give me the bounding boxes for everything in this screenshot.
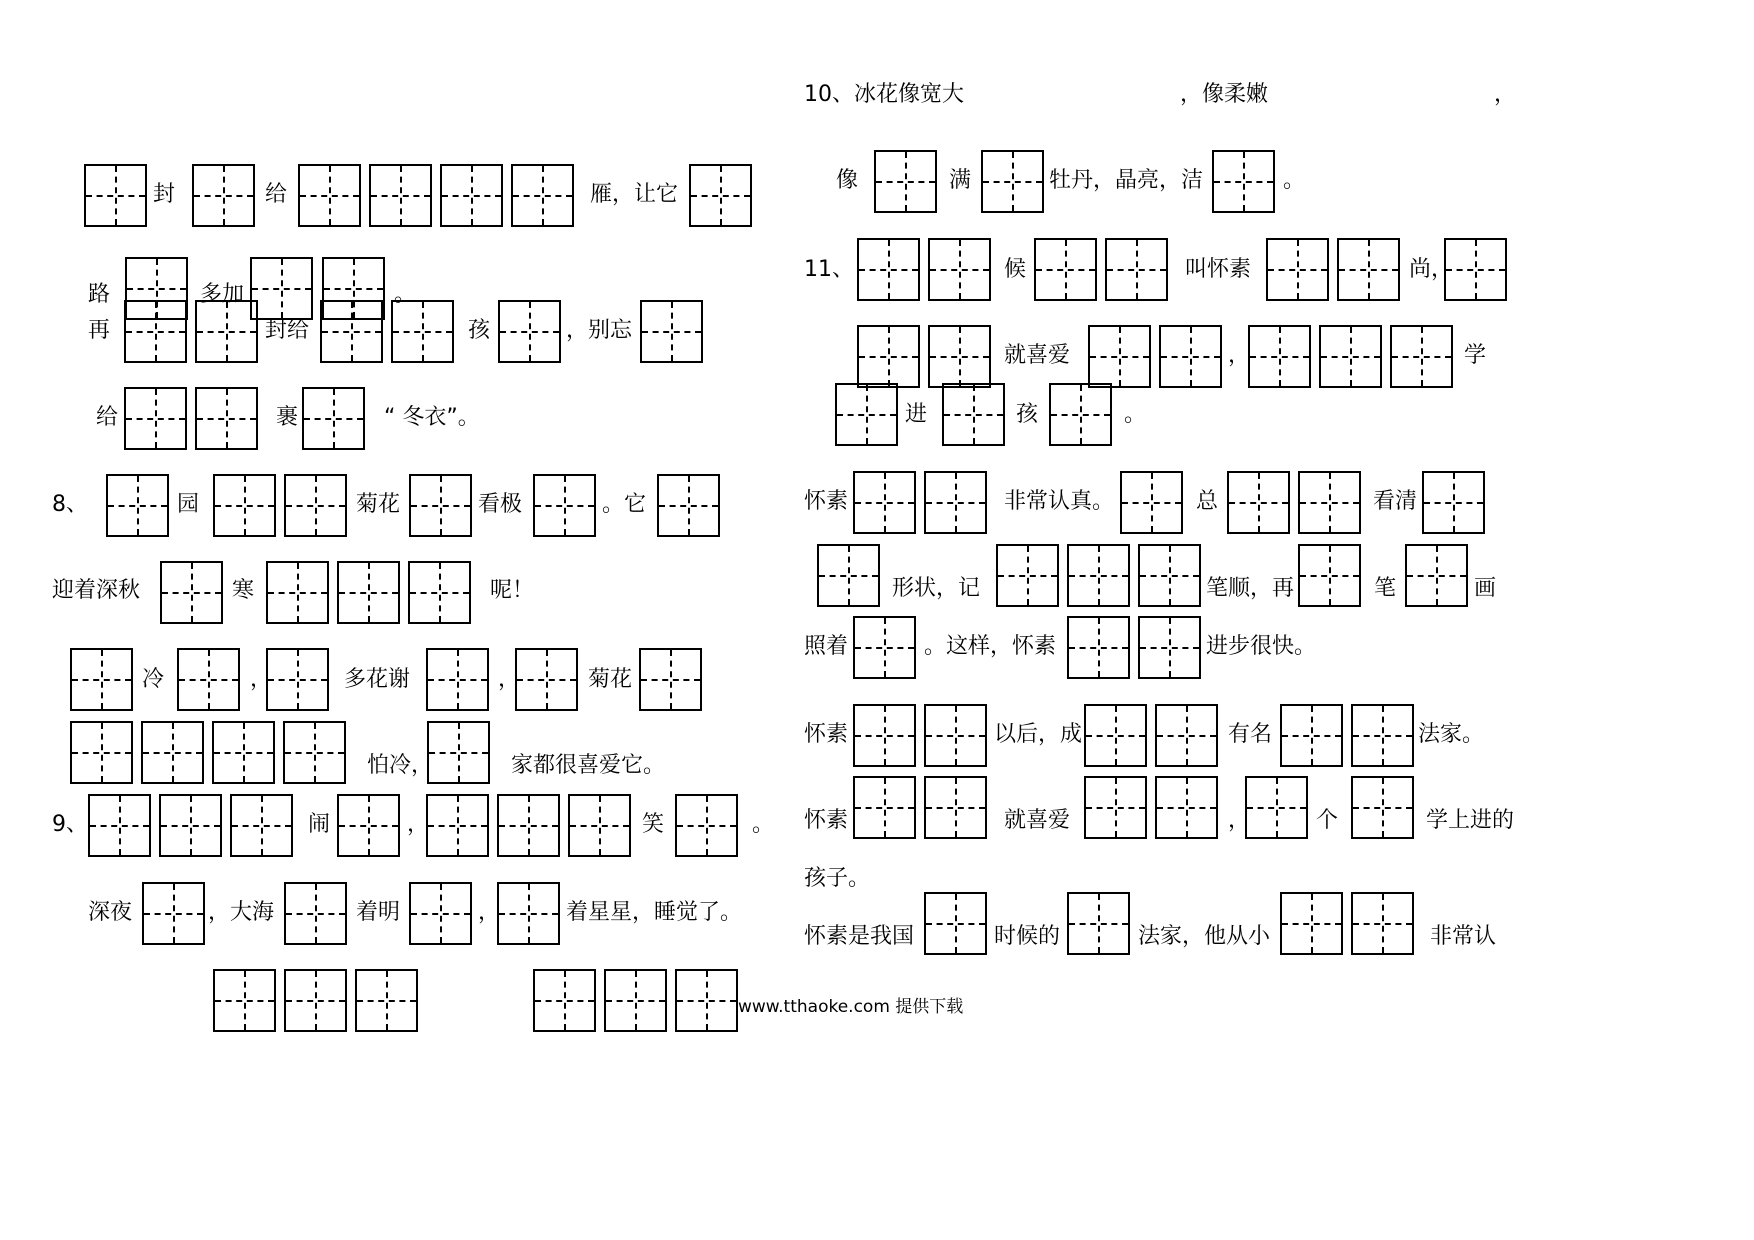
- tianzige-box[interactable]: [1298, 544, 1361, 607]
- tianzige-box[interactable]: [497, 794, 560, 857]
- tianzige-box[interactable]: [440, 164, 503, 227]
- text-fragment: ，: [1228, 343, 1251, 368]
- tianzige-box[interactable]: [1088, 325, 1151, 388]
- text-fragment: 冷: [142, 667, 165, 692]
- tianzige-box[interactable]: [283, 721, 346, 784]
- tianzige-box[interactable]: [1351, 776, 1414, 839]
- tianzige-box[interactable]: [124, 387, 187, 450]
- tianzige-box[interactable]: [177, 648, 240, 711]
- tianzige-box[interactable]: [192, 164, 255, 227]
- text-fragment: 满: [949, 168, 972, 193]
- tianzige-box[interactable]: [1390, 325, 1453, 388]
- tianzige-box[interactable]: [284, 474, 347, 537]
- tianzige-box[interactable]: [369, 164, 432, 227]
- text-fragment: 家都很喜爱它。: [511, 753, 666, 778]
- tianzige-box[interactable]: [1319, 325, 1382, 388]
- text-fragment: ，: [1494, 82, 1517, 107]
- text-fragment: 多加: [200, 282, 245, 307]
- tianzige-box[interactable]: [195, 387, 258, 450]
- text-fragment: 10、冰花像宽大: [804, 82, 964, 107]
- tianzige-box[interactable]: [320, 300, 383, 363]
- text-fragment: 。: [1124, 402, 1147, 427]
- tianzige-box[interactable]: [408, 561, 471, 624]
- text-fragment: 封给: [265, 318, 310, 343]
- text-fragment: 呢！: [490, 578, 535, 603]
- tianzige-box[interactable]: [928, 238, 991, 301]
- text-fragment: 。: [394, 282, 417, 307]
- tianzige-box[interactable]: [409, 882, 472, 945]
- text-fragment: ，别忘: [566, 318, 633, 343]
- tianzige-box[interactable]: [284, 969, 347, 1032]
- tianzige-box[interactable]: [160, 561, 223, 624]
- text-fragment: 路: [88, 282, 111, 307]
- tianzige-box[interactable]: [924, 776, 987, 839]
- text-fragment: ，大海: [208, 900, 275, 925]
- tianzige-box[interactable]: [1067, 544, 1130, 607]
- text-fragment: 菊花: [356, 492, 401, 517]
- tianzige-box[interactable]: [427, 721, 490, 784]
- tianzige-box[interactable]: [1266, 238, 1329, 301]
- tianzige-box[interactable]: [266, 648, 329, 711]
- tianzige-box[interactable]: [1120, 471, 1183, 534]
- tianzige-box[interactable]: [511, 164, 574, 227]
- tianzige-box[interactable]: [302, 387, 365, 450]
- tianzige-box[interactable]: [88, 794, 151, 857]
- text-fragment: 就喜爱: [1004, 808, 1071, 833]
- tianzige-box[interactable]: [142, 882, 205, 945]
- text-fragment: 寒: [232, 578, 255, 603]
- tianzige-box[interactable]: [1337, 238, 1400, 301]
- text-fragment: 笔顺，再: [1206, 576, 1295, 601]
- tianzige-box[interactable]: [1405, 544, 1468, 607]
- text-fragment: 着明: [356, 900, 401, 925]
- tianzige-box[interactable]: [981, 150, 1044, 213]
- text-fragment: 孩: [1016, 402, 1039, 427]
- text-fragment: 笔: [1374, 576, 1397, 601]
- text-fragment: 。这样，怀素: [924, 634, 1057, 659]
- tianzige-box[interactable]: [853, 616, 916, 679]
- text-fragment: 封: [153, 182, 176, 207]
- text-fragment: ，: [478, 900, 501, 925]
- question-number: 9、: [52, 812, 88, 837]
- tianzige-box[interactable]: [1227, 471, 1290, 534]
- text-fragment: 多花谢: [344, 667, 411, 692]
- text-fragment: “ 冬衣”。: [384, 405, 480, 430]
- text-fragment: 叫怀素: [1185, 257, 1252, 282]
- text-fragment: 给: [265, 182, 288, 207]
- tianzige-box[interactable]: [657, 474, 720, 537]
- tianzige-box[interactable]: [928, 325, 991, 388]
- tianzige-box[interactable]: [1280, 704, 1343, 767]
- tianzige-box[interactable]: [298, 164, 361, 227]
- tianzige-box[interactable]: [640, 300, 703, 363]
- tianzige-box[interactable]: [924, 704, 987, 767]
- text-fragment: 裹: [276, 405, 299, 430]
- tianzige-box[interactable]: [1248, 325, 1311, 388]
- text-fragment: 学上进的: [1426, 808, 1515, 833]
- question-number: 8、: [52, 492, 88, 517]
- tianzige-box[interactable]: [1159, 325, 1222, 388]
- text-fragment: 进: [905, 402, 928, 427]
- text-fragment: 牡丹，晶亮，洁: [1049, 168, 1204, 193]
- tianzige-box[interactable]: [1105, 238, 1168, 301]
- tianzige-box[interactable]: [1067, 892, 1130, 955]
- tianzige-box[interactable]: [426, 648, 489, 711]
- text-fragment: 形状，记: [892, 576, 981, 601]
- tianzige-box[interactable]: [853, 776, 916, 839]
- tianzige-box[interactable]: [1298, 471, 1361, 534]
- text-fragment: 非常认真。: [1004, 489, 1115, 514]
- tianzige-box[interactable]: [498, 300, 561, 363]
- text-fragment: 孩子。: [804, 866, 871, 891]
- tianzige-box[interactable]: [996, 544, 1059, 607]
- tianzige-box[interactable]: [924, 471, 987, 534]
- text-fragment: 进步很快。: [1206, 634, 1317, 659]
- text-fragment: 再: [88, 318, 111, 343]
- tianzige-box[interactable]: [924, 892, 987, 955]
- tianzige-box[interactable]: [1138, 616, 1201, 679]
- tianzige-box[interactable]: [70, 648, 133, 711]
- tianzige-box[interactable]: [409, 474, 472, 537]
- tianzige-box[interactable]: [874, 150, 937, 213]
- tianzige-box[interactable]: [337, 561, 400, 624]
- text-fragment: 看极: [478, 492, 523, 517]
- text-fragment: 怕冷，: [367, 753, 434, 778]
- tianzige-box[interactable]: [1138, 544, 1201, 607]
- text-fragment: 怀素是我国: [804, 924, 915, 949]
- text-fragment: 园: [177, 492, 200, 517]
- text-fragment: 孩: [468, 318, 491, 343]
- tianzige-box[interactable]: [84, 164, 147, 227]
- text-fragment: 迎着深秋: [52, 578, 141, 603]
- tianzige-box[interactable]: [1067, 616, 1130, 679]
- tianzige-box[interactable]: [1422, 471, 1485, 534]
- tianzige-box[interactable]: [1155, 704, 1218, 767]
- tianzige-box[interactable]: [533, 969, 596, 1032]
- text-fragment: 闹: [308, 812, 331, 837]
- text-fragment: 时候的: [994, 924, 1061, 949]
- text-fragment: 给: [96, 405, 119, 430]
- tianzige-box[interactable]: [675, 969, 738, 1032]
- text-fragment: 。: [1283, 168, 1306, 193]
- text-fragment: ，像柔嫩: [1180, 82, 1269, 107]
- text-fragment: 着星星，睡觉了。: [566, 900, 743, 925]
- tianzige-box[interactable]: [639, 648, 702, 711]
- tianzige-box[interactable]: [426, 794, 489, 857]
- tianzige-box[interactable]: [689, 164, 752, 227]
- text-fragment: 法家，他从小: [1138, 924, 1271, 949]
- tianzige-box[interactable]: [213, 969, 276, 1032]
- tianzige-box[interactable]: [1351, 892, 1414, 955]
- text-fragment: 看清: [1373, 489, 1418, 514]
- tianzige-box[interactable]: [857, 238, 920, 301]
- tianzige-box[interactable]: [857, 325, 920, 388]
- tianzige-box[interactable]: [159, 794, 222, 857]
- text-fragment: 怀素: [804, 489, 849, 514]
- text-fragment: 学: [1464, 343, 1487, 368]
- tianzige-box[interactable]: [391, 300, 454, 363]
- tianzige-box[interactable]: [533, 474, 596, 537]
- tianzige-box[interactable]: [853, 704, 916, 767]
- text-fragment: 以后，成: [994, 722, 1083, 747]
- footer-source: www.tthaoke.com 提供下载: [738, 997, 964, 1017]
- text-fragment: ，: [407, 812, 430, 837]
- text-fragment: 画: [1474, 576, 1497, 601]
- text-fragment: 雁，让它: [590, 182, 679, 207]
- text-fragment: 法家。: [1418, 722, 1485, 747]
- text-fragment: ，: [250, 667, 273, 692]
- tianzige-box[interactable]: [141, 721, 204, 784]
- tianzige-box[interactable]: [284, 882, 347, 945]
- tianzige-box[interactable]: [1351, 704, 1414, 767]
- tianzige-box[interactable]: [124, 300, 187, 363]
- text-fragment: 像: [836, 168, 859, 193]
- text-fragment: ，: [1228, 808, 1251, 833]
- tianzige-box[interactable]: [266, 561, 329, 624]
- tianzige-box[interactable]: [1444, 238, 1507, 301]
- text-fragment: 尚，: [1409, 257, 1454, 282]
- text-fragment: 就喜爱: [1004, 343, 1071, 368]
- tianzige-box[interactable]: [1245, 776, 1308, 839]
- tianzige-box[interactable]: [355, 969, 418, 1032]
- text-fragment: 照着: [804, 634, 849, 659]
- question-number: 11、: [804, 257, 854, 282]
- text-fragment: 有名: [1228, 722, 1273, 747]
- text-fragment: ，: [498, 667, 521, 692]
- tianzige-box[interactable]: [337, 794, 400, 857]
- tianzige-box[interactable]: [604, 969, 667, 1032]
- tianzige-box[interactable]: [1280, 892, 1343, 955]
- tianzige-box[interactable]: [70, 721, 133, 784]
- tianzige-box[interactable]: [1084, 776, 1147, 839]
- tianzige-box[interactable]: [515, 648, 578, 711]
- text-fragment: 候: [1004, 257, 1027, 282]
- tianzige-box[interactable]: [213, 474, 276, 537]
- tianzige-box[interactable]: [1212, 150, 1275, 213]
- tianzige-box[interactable]: [250, 257, 313, 320]
- tianzige-box[interactable]: [230, 794, 293, 857]
- text-fragment: 怀素: [804, 808, 849, 833]
- text-fragment: 笑: [642, 812, 665, 837]
- text-fragment: 非常认: [1430, 924, 1497, 949]
- text-fragment: 深夜: [88, 900, 133, 925]
- text-fragment: 。它: [602, 492, 647, 517]
- tianzige-box[interactable]: [817, 544, 880, 607]
- tianzige-box[interactable]: [1155, 776, 1218, 839]
- tianzige-box[interactable]: [212, 721, 275, 784]
- text-fragment: 菊花: [588, 667, 633, 692]
- text-fragment: 个: [1316, 808, 1339, 833]
- tianzige-box[interactable]: [1034, 238, 1097, 301]
- tianzige-box[interactable]: [835, 383, 898, 446]
- tianzige-box[interactable]: [1049, 383, 1112, 446]
- tianzige-box[interactable]: [106, 474, 169, 537]
- text-fragment: 。: [752, 812, 775, 837]
- tianzige-box[interactable]: [853, 471, 916, 534]
- tianzige-box[interactable]: [497, 882, 560, 945]
- tianzige-box[interactable]: [568, 794, 631, 857]
- tianzige-box[interactable]: [942, 383, 1005, 446]
- tianzige-box[interactable]: [195, 300, 258, 363]
- tianzige-box[interactable]: [1084, 704, 1147, 767]
- text-fragment: 怀素: [804, 722, 849, 747]
- text-fragment: 总: [1196, 489, 1219, 514]
- tianzige-box[interactable]: [675, 794, 738, 857]
